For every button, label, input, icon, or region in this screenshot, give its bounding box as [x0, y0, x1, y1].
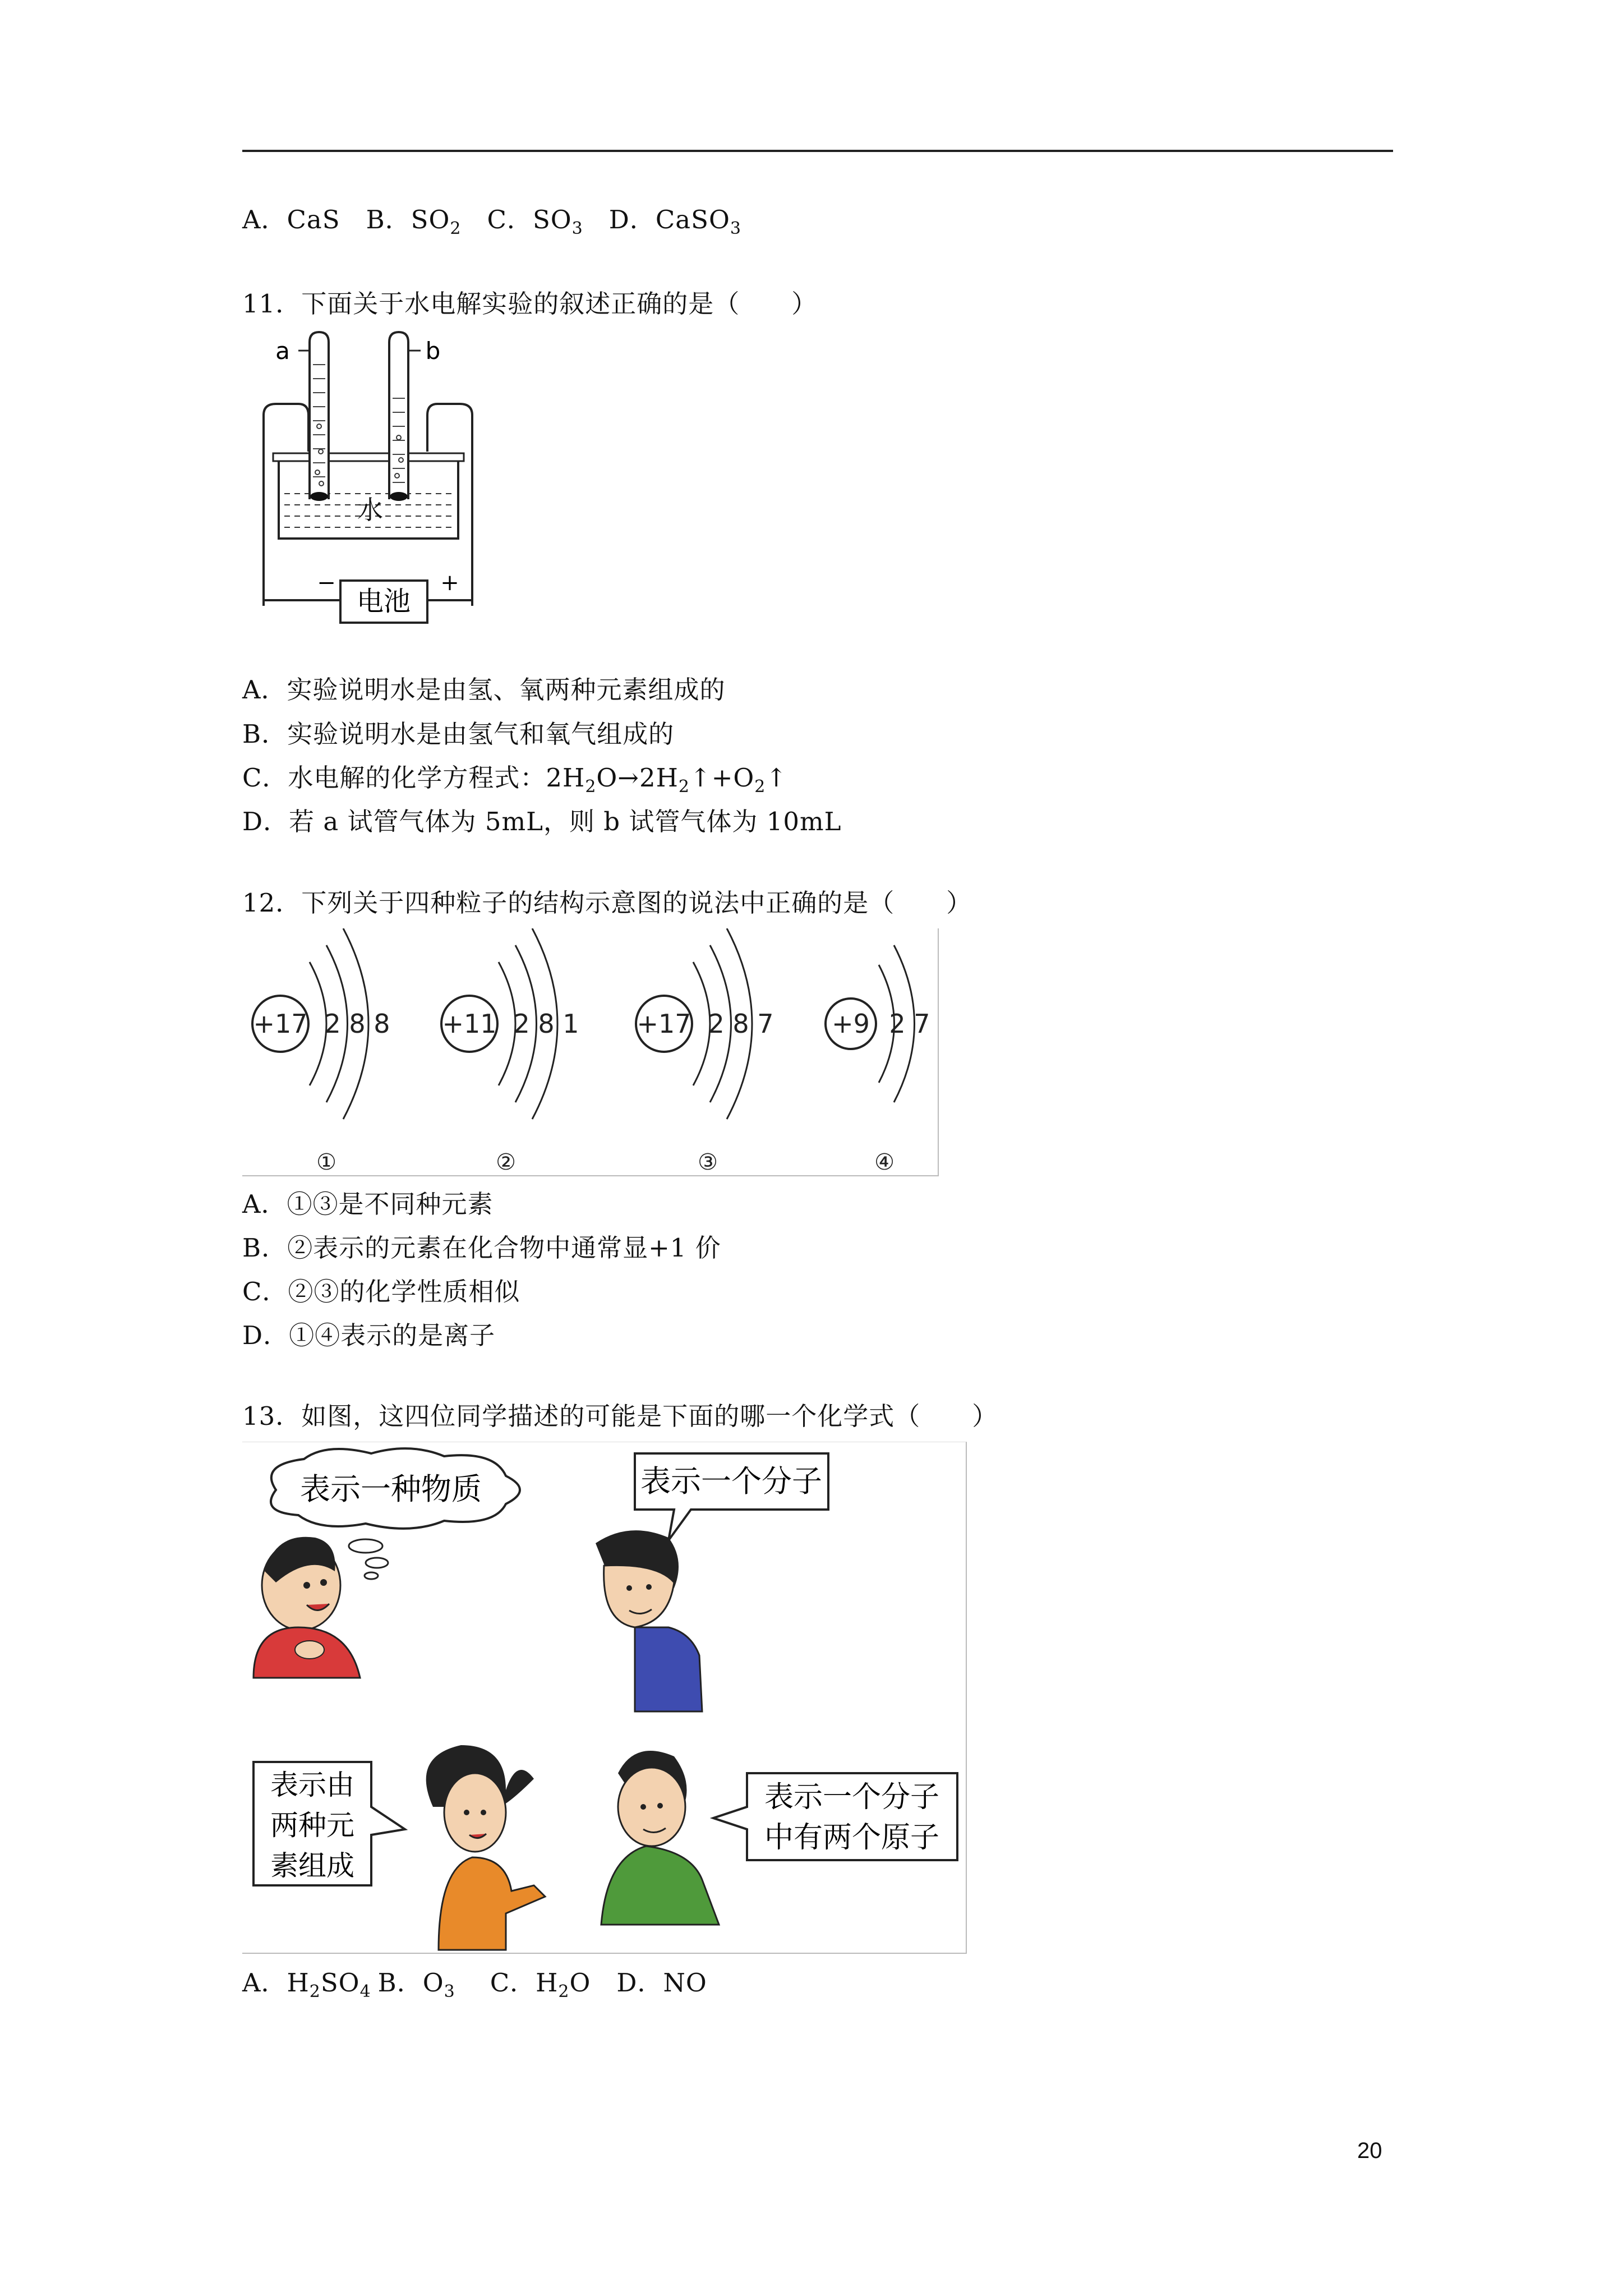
particle-4-index: ④	[874, 1149, 895, 1175]
q13-option-b: B．O	[377, 1968, 444, 1998]
particle-3-nucleus: +17	[637, 1009, 691, 1039]
q12-option-d: D．①④表示的是离子	[242, 1320, 496, 1350]
particle-2-index: ②	[496, 1149, 516, 1175]
bubble-bottom-left-line3: 素组成	[270, 1849, 354, 1882]
q12-stem: 12．下列关于四种粒子的结构示意图的说法中正确的是（ ）	[242, 888, 972, 918]
atom-structure-diagram	[242, 928, 938, 1175]
q11-option-b: B．实验说明水是由氢气和氧气组成的	[242, 719, 675, 749]
particle-1-index: ①	[316, 1149, 336, 1175]
tube-a-label: a	[275, 337, 290, 365]
particle-3-index: ③	[698, 1149, 718, 1175]
particle-1-nucleus: +17	[253, 1009, 308, 1039]
particle-3-shells: 2 8 7	[708, 1009, 774, 1039]
q12-option-a: A．①③是不同种元素	[242, 1189, 494, 1219]
student-boy-green	[601, 1751, 719, 1925]
option-b-sub: 2	[450, 219, 462, 238]
q13-options: A．$H_2SO_4$ B．$O_3$ C．$H_2O$ D．NO	[242, 1968, 707, 2001]
battery-label: 电池	[356, 586, 411, 617]
bubble-bottom-right-line2: 中有两个原子	[764, 1821, 940, 1855]
electrolysis-figure	[242, 325, 495, 637]
option-d-sub: 3	[730, 219, 741, 238]
student-man-blue	[596, 1530, 702, 1711]
option-c-label: C．	[487, 205, 533, 234]
student-boy-red	[253, 1537, 360, 1678]
q10-options	[242, 203, 741, 237]
speech-bubble-bottom-left	[253, 1762, 405, 1885]
q13-option-d: D．NO	[616, 1968, 707, 1998]
students-figure	[242, 1442, 967, 1954]
speech-bubble-top-right	[635, 1453, 828, 1540]
bubble-top-left: 表示一种物质	[300, 1471, 482, 1507]
bubble-bottom-left-line1: 表示由	[270, 1769, 354, 1801]
particle-4-shells: 2 7	[889, 1009, 930, 1039]
option-d-text: CaSO	[655, 205, 730, 234]
bubble-bottom-left-line2: 两种元	[270, 1809, 354, 1842]
q11-option-c: C．水电解的化学方程式：$2H_2O\to 2H_2↑+O_2↑$	[242, 763, 788, 797]
q11-stem: 11．下面关于水电解实验的叙述正确的是（ ）	[242, 289, 818, 319]
option-b-text: SO	[411, 205, 450, 234]
students-cartoon	[242, 1442, 966, 1953]
speech-bubble-bottom-right	[713, 1773, 957, 1860]
q11-option-a: A．实验说明水是由氢、氧两种元素组成的	[242, 675, 726, 705]
tube-b-label: b	[425, 337, 441, 365]
q12-option-c: C．②③的化学性质相似	[242, 1277, 520, 1306]
q12-option-b: B．②表示的元素在化合物中通常显+1 价	[242, 1233, 721, 1263]
option-c-text: SO	[532, 205, 572, 234]
plus-sign: +	[440, 570, 459, 596]
option-a-text: CaS	[287, 205, 340, 234]
q11-option-d: D．若 a 试管气体为 5mL，则 b 试管气体为 10mL	[242, 807, 842, 836]
bubble-top-right: 表示一个分子	[640, 1464, 822, 1499]
option-c-sub: 3	[571, 219, 583, 238]
particle-2-nucleus: +11	[442, 1009, 497, 1039]
bubble-bottom-right-line1: 表示一个分子	[764, 1780, 940, 1814]
particle-4-nucleus: +9	[832, 1009, 870, 1039]
atom-structure-figure	[242, 928, 939, 1176]
student-girl-orange	[426, 1745, 545, 1950]
q13-option-c: C．H	[490, 1968, 559, 1998]
electrolysis-diagram	[242, 325, 495, 637]
option-a-label: A．	[242, 205, 287, 234]
particle-2-shells: 2 8 1	[513, 1009, 579, 1039]
option-b-label: B．	[366, 205, 411, 234]
q13-stem: 13．如图，这四位同学描述的可能是下面的哪一个化学式（ ）	[242, 1401, 998, 1431]
page-number: 20	[1357, 2138, 1382, 2163]
option-d-label: D．	[608, 205, 656, 234]
header-rule	[242, 150, 1393, 152]
minus-sign: −	[317, 570, 336, 596]
q13-option-a: A．H	[242, 1968, 310, 1998]
particle-1-shells: 2 8 8	[324, 1009, 390, 1039]
water-label: 水	[357, 495, 383, 525]
